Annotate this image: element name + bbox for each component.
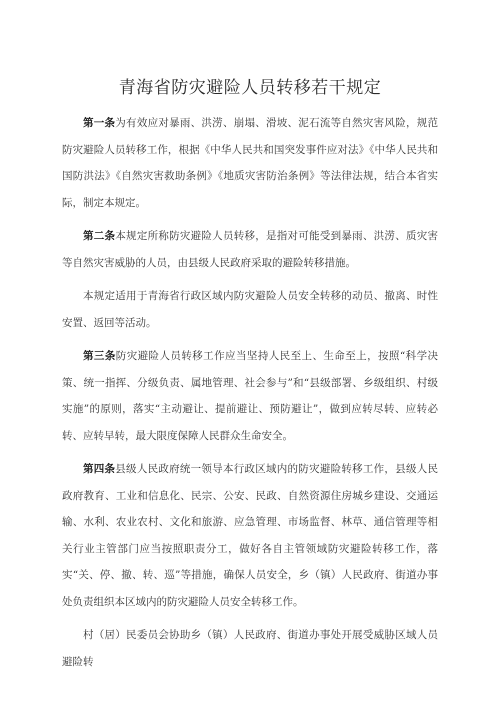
paragraph-text: 本规定适用于青海省行政区域内防灾避险人员安全转移的动员、撤离、时性安置、返回等活动。: [62, 290, 438, 329]
article-number: 第二条: [83, 230, 116, 242]
article-number: 第四条: [83, 463, 116, 475]
paragraph-article-2-scope: [62, 283, 438, 336]
paragraph-text: 村（居）民委员会协助乡（镇）人民政府、街道办事处开展受威胁区域人员避险转: [62, 629, 438, 668]
paragraph-article-2: [62, 223, 438, 276]
paragraph-text: 本规定所称防灾避险人员转移，是指对可能受到暴雨、洪涝、质灾害等自然灾害威胁的人员，由县级人民政府采取的避险转移措施。: [62, 230, 438, 269]
article-number: 第三条: [83, 350, 116, 362]
paragraph-article-4-village: [62, 622, 438, 675]
paragraph-article-3: [62, 343, 438, 449]
paragraph-text: 为有效应对暴雨、洪涝、崩塌、滑坡、泥石流等自然灾害风险，规范防灾避险人员转移工作，根据《中华人民共和国突发事件应对法》《中华人民共和国防洪法》《自然灾害救助条例》《地质灾害防治条例》等法律法规，结合本省实际，制定本规定。: [62, 117, 438, 209]
paragraph-text: 防灾避险人员转移工作应当坚持人民至上、生命至上，按照“科学决策、统一指挥、分级负责、属地管理、社会参与”和“县级部署、乡级组织、村级实施”的原则，落实“主动避让、提前避让、预防避让”，做到应转尽转、应转必转、应转早转，最大限度保障人民群众生命安全。: [62, 350, 438, 442]
document-title: 青海省防灾避险人员转移若干规定: [118, 78, 382, 98]
paragraph-article-1: [62, 110, 438, 216]
article-number: 第一条: [83, 117, 116, 129]
paragraph-article-4: [62, 456, 438, 615]
paragraph-text: 县级人民政府统一领导本行政区域内的防灾避险转移工作，县级人民政府教育、工业和信息化、民宗、公安、民政、自然资源住房城乡建设、交通运输、水利、农业农村、文化和旅游、应急管理、市场监督、林草、通信管理等相关行业主管部门应当按照职责分工，做好各自主管领域防灾避险转移工作，落实“关、停、撤、转、巡”等措施，确保人员安全，乡（镇）人民政府、街道办事处负责组织本区域内的防灾避险人员安全转移工作。: [62, 463, 438, 608]
